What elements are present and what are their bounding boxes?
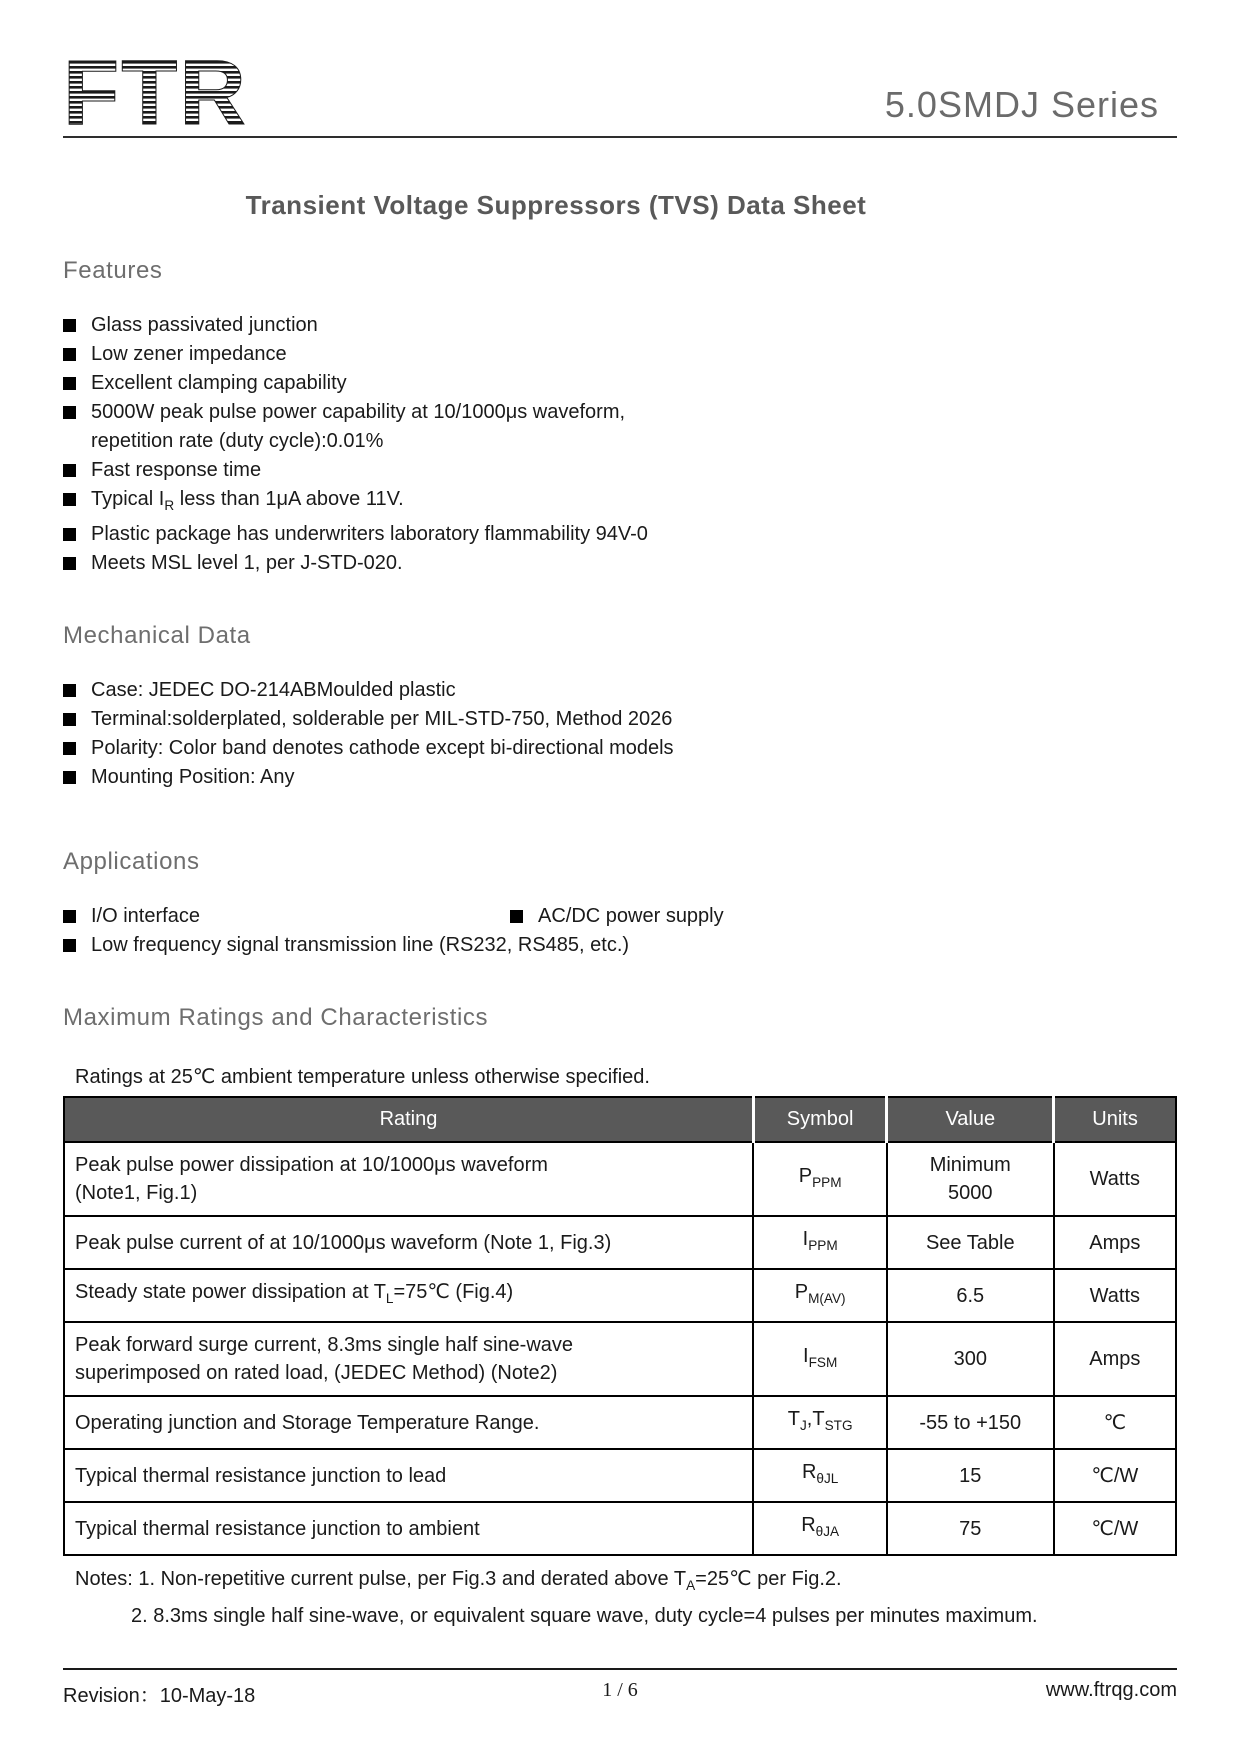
feature-item xyxy=(63,549,1177,578)
symbol-cell: $T_J,T_{STG}$ xyxy=(753,1396,886,1449)
value-cell: See Table xyxy=(887,1216,1054,1269)
units-cell: ℃/W xyxy=(1054,1502,1176,1555)
application-text: I/O interface xyxy=(91,905,200,927)
table-row xyxy=(64,1322,1176,1396)
units-cell: Amps xyxy=(1054,1216,1176,1269)
value-cell: 300 xyxy=(887,1322,1054,1396)
symbol-cell: $P_{M(AV)}$ xyxy=(753,1269,886,1322)
application-item xyxy=(63,902,510,931)
feature-text-line1: 5000W peak pulse power capability at 10/1000μs waveform, xyxy=(91,401,626,423)
square-bullet-icon xyxy=(63,528,76,541)
feature-text: Excellent clamping capability xyxy=(91,372,347,394)
feature-item xyxy=(63,340,1177,369)
table-header-row xyxy=(64,1097,1176,1142)
feature-item xyxy=(63,398,1177,456)
table-row xyxy=(64,1142,1176,1216)
feature-item xyxy=(63,311,1177,340)
table-row xyxy=(64,1396,1176,1449)
units-cell: Watts xyxy=(1054,1269,1176,1322)
table-row xyxy=(64,1449,1176,1502)
features-heading: Features xyxy=(63,257,163,284)
rating-cell: Peak forward surge current, 8.3ms single half sine-wave superimposed on rated load, (JEDEC Method) (Note2) xyxy=(64,1322,753,1396)
mechanical-text: Polarity: Color band denotes cathode except bi-directional models xyxy=(91,737,674,759)
table-row xyxy=(64,1216,1176,1269)
applications-row xyxy=(63,902,1177,931)
feature-text: Low zener impedance xyxy=(91,343,287,365)
units-cell: ℃/W xyxy=(1054,1449,1176,1502)
applications-heading: Applications xyxy=(63,848,200,875)
rating-cell: Steady state power dissipation at $T_L=75℃$ (Fig.4) xyxy=(64,1269,753,1322)
units-cell: Amps xyxy=(1054,1322,1176,1396)
page-header xyxy=(63,0,1177,138)
square-bullet-icon xyxy=(63,406,76,419)
symbol-cell: $I_{FSM}$ xyxy=(753,1322,886,1396)
footer-revision: Revision：10-May-18 xyxy=(63,1685,256,1707)
mechanical-text: Mounting Position: Any xyxy=(91,766,295,788)
square-bullet-icon xyxy=(63,493,76,506)
ftr-logo xyxy=(63,46,263,132)
rating-cell: Operating junction and Storage Temperature Range. xyxy=(64,1396,753,1449)
square-bullet-icon xyxy=(63,348,76,361)
units-cell: ℃ xyxy=(1054,1396,1176,1449)
feature-text-line2: repetition rate (duty cycle):0.01% xyxy=(91,430,384,452)
doc-title: Transient Voltage Suppressors (TVS) Data Sheet xyxy=(245,190,867,220)
rating-cell: Typical thermal resistance junction to ambient xyxy=(64,1502,753,1555)
table-notes xyxy=(63,1564,1177,1632)
feature-text xyxy=(91,398,625,456)
application-text: AC/DC power supply xyxy=(538,905,724,927)
application-item xyxy=(510,902,724,931)
symbol-cell: $I_{PPM}$ xyxy=(753,1216,886,1269)
rating-cell: Peak pulse current of at 10/1000μs waveform (Note 1, Fig.3) xyxy=(64,1216,753,1269)
series-name: 5.0SMDJ Series xyxy=(884,84,1159,125)
column-header-rating: Rating xyxy=(64,1097,753,1142)
square-bullet-icon xyxy=(63,377,76,390)
mechanical-item xyxy=(63,734,1177,763)
features-list xyxy=(63,311,1177,578)
table-row xyxy=(64,1269,1176,1322)
column-header-value: Value xyxy=(887,1097,1054,1142)
value-cell: -55 to +150 xyxy=(887,1396,1054,1449)
application-item xyxy=(63,931,1177,960)
feature-text: Fast response time xyxy=(91,459,262,481)
mechanical-heading: Mechanical Data xyxy=(63,622,251,649)
note-line: 2. 8.3ms single half sine-wave, or equivalent square wave, duty cycle=4 pulses per minutes maximum. xyxy=(131,1605,1038,1627)
square-bullet-icon xyxy=(510,910,523,923)
mechanical-item xyxy=(63,676,1177,705)
note-line: Notes: 1. Non-repetitive current pulse, per Fig.3 and derated above $T_A=25℃$ per Fig.2. xyxy=(75,1568,842,1593)
square-bullet-icon xyxy=(63,939,76,952)
feature-item xyxy=(63,485,1177,520)
column-header-units: Units xyxy=(1054,1097,1176,1142)
value-cell: 75 xyxy=(887,1502,1054,1555)
mechanical-item xyxy=(63,705,1177,734)
feature-text: Glass passivated junction xyxy=(91,314,318,336)
application-text: Low frequency signal transmission line (RS232, RS485, etc.) xyxy=(91,934,630,956)
footer-page-number: 1 / 6 xyxy=(602,1679,638,1701)
table-row xyxy=(64,1502,1176,1555)
value-cell: Minimum 5000 xyxy=(887,1142,1054,1216)
feature-item xyxy=(63,369,1177,398)
feature-text: Plastic package has underwriters laboratory flammability 94V-0 xyxy=(91,523,648,545)
square-bullet-icon xyxy=(63,742,76,755)
rating-cell: Peak pulse power dissipation at 10/1000μs waveform (Note1, Fig.1) xyxy=(64,1142,753,1216)
logo-text: FTR xyxy=(63,46,248,132)
value-cell: 6.5 xyxy=(887,1269,1054,1322)
ratings-heading: Maximum Ratings and Characteristics xyxy=(63,1004,489,1031)
symbol-cell: $R_{\theta JA}$ xyxy=(753,1502,886,1555)
mechanical-text: Case: JEDEC DO-214ABMoulded plastic xyxy=(91,679,456,701)
page-footer xyxy=(63,1668,1177,1708)
square-bullet-icon xyxy=(63,464,76,477)
square-bullet-icon xyxy=(63,771,76,784)
rating-cell: Typical thermal resistance junction to lead xyxy=(64,1449,753,1502)
units-cell: Watts xyxy=(1054,1142,1176,1216)
ratings-table xyxy=(63,1096,1177,1556)
column-header-symbol: Symbol xyxy=(753,1097,886,1142)
square-bullet-icon xyxy=(63,557,76,570)
feature-text: Meets MSL level 1, per J-STD-020. xyxy=(91,552,403,574)
applications-list xyxy=(63,902,1177,960)
footer-website: www.ftrqg.com xyxy=(1045,1679,1177,1701)
feature-item xyxy=(63,456,1177,485)
square-bullet-icon xyxy=(63,319,76,332)
page-content xyxy=(0,257,1240,1632)
symbol-cell: $P_{PPM}$ xyxy=(753,1142,886,1216)
feature-item xyxy=(63,520,1177,549)
square-bullet-icon xyxy=(63,910,76,923)
feature-text: Typical $I_R$ less than 1μA above 11V. xyxy=(91,488,404,513)
ratings-condition: Ratings at 25℃ ambient temperature unless otherwise specified. xyxy=(75,1066,650,1088)
mechanical-text: Terminal:solderplated, solderable per MIL-STD-750, Method 2026 xyxy=(91,708,673,730)
mechanical-item xyxy=(63,763,1177,792)
mechanical-list xyxy=(63,676,1177,792)
value-cell: 15 xyxy=(887,1449,1054,1502)
square-bullet-icon xyxy=(63,684,76,697)
symbol-cell: $R_{\theta JL}$ xyxy=(753,1449,886,1502)
square-bullet-icon xyxy=(63,713,76,726)
